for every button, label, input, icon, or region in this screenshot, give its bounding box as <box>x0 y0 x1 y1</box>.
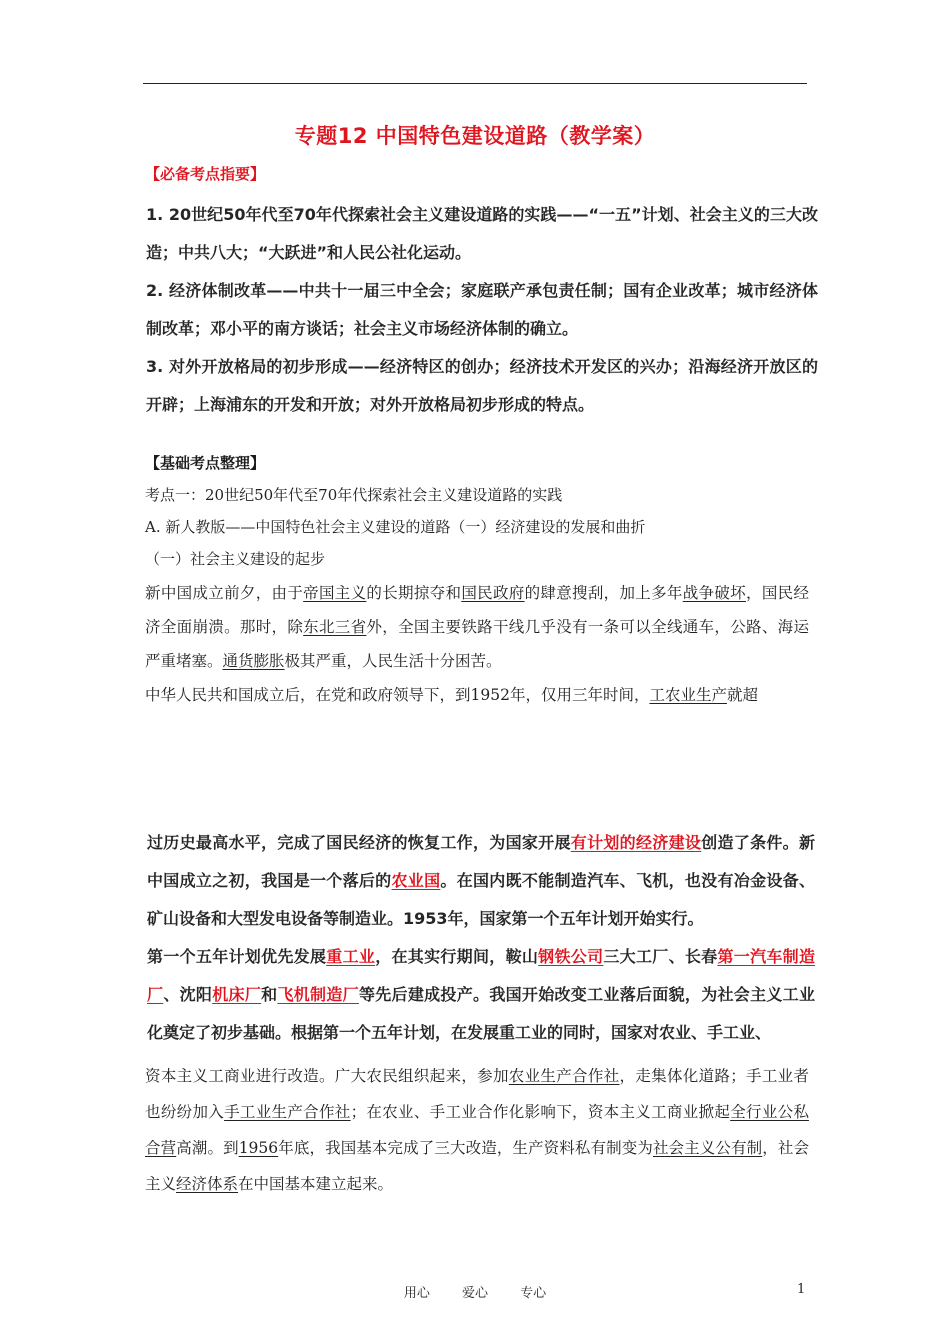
underlined-term: 农业生产合作社 <box>508 1067 620 1085</box>
paragraph-three-transformations <box>145 1058 809 1202</box>
section-heading-key-points: 【必备考点指要】 <box>145 165 266 183</box>
key-point-2: 2. 经济体制改革——中共十一届三中全会；家庭联产承包责任制；国有企业改革；城市经济体制改革；邓小平的南方谈话；社会主义市场经济体制的确立。 <box>146 281 818 338</box>
paragraph-first-five-year-plan <box>147 824 815 1052</box>
key-points-list <box>146 196 818 424</box>
footer-motto: 专心 <box>520 1286 547 1301</box>
underlined-term: 全行业公私合营 <box>145 1103 809 1157</box>
underlined-term: 国民政府 <box>461 584 525 602</box>
underlined-term: 经济体系 <box>176 1175 239 1193</box>
text-run: 年底，我国基本完成了三大改造，生产资料私有制变为 <box>278 1139 653 1157</box>
underlined-term: 社会主义公有制 <box>652 1139 763 1157</box>
text-run: 、沈阳 <box>163 985 213 1004</box>
paragraph-founding <box>145 576 809 712</box>
paragraph-text <box>147 824 815 938</box>
underlined-term: 通货膨胀 <box>222 652 285 670</box>
page-footer <box>0 1282 950 1301</box>
key-point-1: 1. 20世纪50年代至70年代探索社会主义建设道路的实践——“一五”计划、社会主义的三大改造；中共八大；“大跃进”和人民公社化运动。 <box>146 205 818 262</box>
text-run: 的肆意搜刮，加上多年 <box>524 584 683 602</box>
text-run: ，国民经济全面崩溃。那时，除 <box>145 584 809 636</box>
text-run: 在中国基本建立起来。 <box>238 1175 394 1193</box>
paragraph-text <box>145 1058 809 1202</box>
text-run: ，走集体化道路；手工业者也纷纷加入 <box>145 1067 809 1121</box>
text-run: 创造了条件。新中国成立之初，我国是一个落后的 <box>147 833 815 890</box>
text-run: 外，全国主要铁路干线几乎没有一条可以全线通车，公路、海运严重堵塞。 <box>145 618 809 670</box>
text-run: 中华人民共和国成立后，在党和政府领导下，到1952年，仅用三年时间， <box>145 686 650 704</box>
text-run: 三大工厂、长春 <box>603 947 718 966</box>
text-run: 高潮。到 <box>176 1139 239 1157</box>
underlined-term: 战争破坏 <box>682 584 746 602</box>
highlighted-term: 机床厂 <box>212 985 262 1004</box>
underlined-term: 1956 <box>238 1139 279 1157</box>
paragraph-text <box>145 576 809 678</box>
sub-heading-a: A. 新人教版——中国特色社会主义建设的道路（一）经济建设的发展和曲折 <box>145 518 646 536</box>
text-run: 第一个五年计划优先发展 <box>147 947 327 966</box>
text-run: 和 <box>261 985 278 1004</box>
highlighted-term: 农业国 <box>391 871 441 890</box>
sub-heading-1: （一）社会主义建设的起步 <box>145 550 326 568</box>
text-run: 新中国成立前夕，由于 <box>145 584 304 602</box>
highlighted-term: 重工业 <box>326 947 376 966</box>
text-run: 极其严重，人民生活十分困苦。 <box>284 652 502 670</box>
text-run: ；在农业、手工业合作化影响下，资本主义工商业掀起 <box>350 1103 731 1121</box>
page-number: 1 <box>797 1282 806 1297</box>
text-run: ，社会主义 <box>145 1139 809 1193</box>
text-run: ，在其实行期间，鞍山 <box>375 947 539 966</box>
text-run: 等先后建成投产。我国开始改变工业落后面貌，为社会主义工业化奠定了初步基础。根据第一个五年计划，在发展重工业的同时，国家对农业、手工业、 <box>147 985 815 1042</box>
highlighted-term: 有计划的经济建设 <box>570 833 702 852</box>
paragraph-text <box>147 938 815 1052</box>
header-rule <box>143 83 807 84</box>
footer-motto: 爱心 <box>461 1286 488 1301</box>
point-one-heading: 考点一：20世纪50年代至70年代探索社会主义建设道路的实践 <box>145 486 563 504</box>
text-run: 资本主义工商业进行改造。广大农民组织起来，参加 <box>145 1067 509 1085</box>
underlined-term: 工农业生产 <box>649 686 727 704</box>
text-run: 的长期掠夺和 <box>366 584 462 602</box>
section-heading-basics: 【基础考点整理】 <box>145 454 266 472</box>
key-point-3: 3. 对外开放格局的初步形成——经济特区的创办；经济技术开发区的兴办；沿海经济开放区的开辟；上海浦东的开发和开放；对外开放格局初步形成的特点。 <box>146 357 818 414</box>
text-run: 过历史最高水平，完成了国民经济的恢复工作，为国家开展 <box>147 833 571 852</box>
underlined-term: 手工业生产合作社 <box>224 1103 351 1121</box>
highlighted-term: 钢铁公司 <box>538 947 604 966</box>
text-run: 就超 <box>726 686 758 704</box>
paragraph-text <box>145 678 809 712</box>
document-title: 专题12 中国特色建设道路（教学案） <box>294 124 656 148</box>
highlighted-term: 飞机制造厂 <box>277 985 359 1004</box>
footer-motto: 用心 <box>403 1286 430 1301</box>
text-run: 。在国内既不能制造汽车、飞机，也没有冶金设备、矿山设备和大型发电设备等制造业。1953年，国家第一个五年计划开始实行。 <box>147 871 815 928</box>
underlined-term: 帝国主义 <box>303 584 367 602</box>
highlighted-term: 第一汽车制造厂 <box>147 947 815 1004</box>
underlined-term: 东北三省 <box>303 618 367 636</box>
